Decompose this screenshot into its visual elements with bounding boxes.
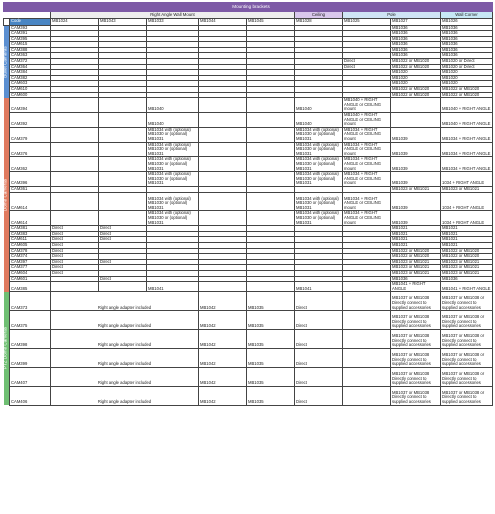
cell-mb1027: MB1022 or MB1020 (391, 59, 441, 65)
cell-mb1026: MB1023 or MB1021 (441, 265, 493, 271)
cell-mb1026: 1034 + RIGHT ANGLE (441, 172, 493, 187)
cell-mb1024: Direct (51, 242, 99, 248)
cell-code: CAM363 (10, 53, 51, 59)
cell-mb1026: MB1020 (441, 70, 493, 76)
cell-mb1025 (343, 330, 391, 349)
cell-mb1025 (343, 292, 391, 311)
header-right-angle-wall-mount: Right Angle Wall Mount (51, 12, 295, 19)
cell-mb1024: Direct (51, 231, 99, 237)
section-label-text: Bullet Cameras (2, 45, 8, 78)
cell-mb1026: MB1037 or MB1038 or Directly connect to supplied accessories (441, 311, 493, 330)
cell-mb1026: MB1037 or MB1038 or Directly connect to supplied accessories (441, 330, 493, 349)
cell-mb1027 (391, 98, 441, 113)
cell-code: CAM610 (10, 87, 51, 93)
cell-mb1024: Direct (51, 265, 99, 271)
cell-mb1044 (199, 142, 247, 157)
header-wall-corner: Wall Corner (441, 12, 493, 19)
cell-mb1025: MB1034 + RIGHT ANGLE or CEILING mount (343, 142, 391, 157)
cell-mb1044: MB1042 (199, 292, 247, 311)
table-title: Mounting brackets (10, 3, 493, 12)
cell-code: CAM364 (10, 64, 51, 70)
cell-mb1026: MB1022 or MB1020 (441, 87, 493, 93)
cell-code: CAM376 (10, 142, 51, 157)
cell-mb1044: MB1042 (199, 386, 247, 405)
cell-mb1026: MB1021 (441, 226, 493, 232)
cell-mb1044 (199, 157, 247, 172)
cell-mb1044 (199, 113, 247, 128)
cell-mb1027: MB1022 or MB1020 (391, 248, 441, 254)
cell-mb1045: MB1035 (247, 292, 295, 311)
cell-mb1024: Direct (51, 259, 99, 265)
cell-code: CAM614 (10, 211, 51, 226)
cell-code: CAM611 (10, 237, 51, 243)
section-label-ptz (4, 292, 10, 405)
section-label-dome (4, 98, 10, 292)
cell-mb1024 (51, 113, 99, 128)
cell-mb1026: MB1041 + RIGHT ANGLE (441, 282, 493, 292)
cell-mb1024 (51, 192, 99, 211)
cell-mb1044 (199, 282, 247, 292)
cell-mb1026: MB1036 (441, 31, 493, 37)
cell-mb1043 (99, 113, 147, 128)
cell-mb1044 (199, 211, 247, 226)
header-col: MB1044 (199, 19, 247, 26)
cell-mb1027: MB1037 or MB1038 Directly connect to supplied accessories (391, 292, 441, 311)
cell-code: CAM388 (10, 47, 51, 53)
cell-mb1033: MB1034 with (optional) MB1030 or (optional) MB1031 (147, 172, 199, 187)
cell-mb1024: Direct (51, 226, 99, 232)
cell-mb1027: MB1020 (391, 81, 441, 87)
table-row (4, 98, 493, 113)
cell-mb1026: MB1036 (441, 53, 493, 59)
cell-mb1027: MB1022 or MB1020 (391, 87, 441, 93)
cell-mb1043: Direct (99, 237, 147, 243)
cell-mb1027: MB1022 or MB1020 (391, 92, 441, 98)
cell-code: CAM374 (10, 254, 51, 260)
cell-mb1024 (51, 172, 99, 187)
table-row (4, 386, 493, 405)
header-pole: Pole (343, 12, 441, 19)
cell-code: CAM396 (10, 172, 51, 187)
header-col: MB1043 (99, 19, 147, 26)
cell-code: CAM600 (10, 92, 51, 98)
cell-mb1044: MB1042 (199, 311, 247, 330)
cell-code: CAM373 (10, 292, 51, 311)
cell-code: CAM385 (10, 282, 51, 292)
cell-mb1027: MB1022 or MB1020 (391, 254, 441, 260)
cell-mb1026: MB1022 or MB1020 (441, 92, 493, 98)
cell-mb1025: Direct (343, 64, 391, 70)
group-header-row (4, 12, 493, 19)
cell-code: CAM397 (10, 259, 51, 265)
cell-mb1025 (343, 311, 391, 330)
header-col: MB1026 (441, 19, 493, 26)
cell-code: CAM381 (10, 226, 51, 232)
cell-mb1028: MB1034 with (optional) MB1030 or (optional) MB1031 (295, 192, 343, 211)
cell-mb1026: MB1034 + RIGHT ANGLE (441, 157, 493, 172)
cell-mb1044 (199, 172, 247, 187)
cell-mb1026: MB1040 + RIGHT ANGLE (441, 98, 493, 113)
cell-mb1027: MB1037 or MB1038 Directly connect to supplied accessories (391, 311, 441, 330)
cell-mb1026: MB1021 (441, 237, 493, 243)
cell-mb1024: Direct (51, 254, 99, 260)
cell-mb1025 (343, 348, 391, 367)
cell-code: CAM398 (10, 330, 51, 349)
cell-mb1026: MB1036 (441, 25, 493, 31)
cell-mb1026: MB1020 (441, 81, 493, 87)
table-row (4, 172, 493, 187)
cell-code: CAM407 (10, 367, 51, 386)
cell-code: CAM614 (10, 192, 51, 211)
cell-mb1043 (99, 157, 147, 172)
cell-right-angle-adapter: Right angle adapter included (51, 330, 199, 349)
cell-mb1043 (99, 172, 147, 187)
cell-code: CAM362 (10, 157, 51, 172)
header-col: MB1027 (391, 19, 441, 26)
cell-mb1028: MB1034 with (optional) MB1030 or (optional) MB1031 (295, 127, 343, 142)
cell-mb1025: MB1040 + RIGHT ANGLE or CEILING mount (343, 98, 391, 113)
cell-mb1026: MB1022 or MB1020 (441, 248, 493, 254)
cell-mb1045: MB1035 (247, 367, 295, 386)
cell-mb1027: MB1021 (391, 242, 441, 248)
cell-code: CAM377 (10, 265, 51, 271)
cell-mb1027: MB1041 + RIGHT ANGLE (391, 282, 441, 292)
table-row (4, 348, 493, 367)
cell-mb1033: MB1040 (147, 113, 199, 128)
cell-mb1027: MB1039 (391, 142, 441, 157)
cell-mb1024 (51, 211, 99, 226)
cell-mb1026: MB1036 (441, 42, 493, 48)
cell-mb1044 (199, 192, 247, 211)
section-label-text: Dome Cameras (2, 178, 8, 211)
cell-mb1027: MB1020 (391, 75, 441, 81)
cell-mb1044: MB1042 (199, 367, 247, 386)
cell-mb1028: Direct (295, 386, 343, 405)
cell-mb1028: MB1034 with (optional) MB1030 or (optional) MB1031 (295, 142, 343, 157)
cell-mb1026: MB1040 + RIGHT ANGLE (441, 113, 493, 128)
cell-mb1043 (99, 282, 147, 292)
cell-code: CAM392 (10, 113, 51, 128)
cell-mb1025: MB1034 + RIGHT ANGLE or CEILING mount (343, 211, 391, 226)
cell-mb1028: MB1034 with (optional) MB1030 or (optional) MB1031 (295, 172, 343, 187)
cell-mb1027: MB1036 (391, 53, 441, 59)
cell-mb1026: MB1021 (441, 242, 493, 248)
cell-right-angle-adapter: Right angle adapter included (51, 348, 199, 367)
table-row (4, 142, 493, 157)
cell-code: CAM383 (10, 231, 51, 237)
cell-mb1028: Direct (295, 330, 343, 349)
cell-mb1028: MB1034 with (optional) MB1030 or (optional) MB1031 (295, 157, 343, 172)
cell-mb1044 (199, 98, 247, 113)
cell-mb1027: MB1039 (391, 192, 441, 211)
cell-mb1027: MB1039 (391, 157, 441, 172)
cell-code: CAM601 (10, 276, 51, 282)
table-row (4, 192, 493, 211)
cell-mb1027: MB1036 (391, 276, 441, 282)
cell-code: CAM393 (10, 25, 51, 31)
cell-mb1033: MB1034 with (optional) MB1030 or (optional) MB1031 (147, 157, 199, 172)
mounting-brackets-table (3, 2, 493, 406)
table-row (4, 157, 493, 172)
cell-mb1024 (51, 142, 99, 157)
cell-mb1026: MB1036 (441, 36, 493, 42)
cell-mb1033: MB1034 with (optional) MB1030 or (optional) MB1031 (147, 127, 199, 142)
cell-mb1025 (343, 282, 391, 292)
cell-mb1026: MB1036 (441, 276, 493, 282)
table-row (4, 211, 493, 226)
cell-mb1043 (99, 211, 147, 226)
cell-mb1033: MB1034 with (optional) MB1030 or (optional) MB1031 (147, 211, 199, 226)
cell-mb1027: MB1023 or MB1021 (391, 265, 441, 271)
cell-mb1044: MB1042 (199, 330, 247, 349)
cell-mb1024: Direct (51, 248, 99, 254)
cell-mb1028: MB1040 (295, 113, 343, 128)
cell-mb1027: MB1023 or MB1021 (391, 186, 441, 192)
cell-code: CAM372 (10, 59, 51, 65)
cell-right-angle-adapter: Right angle adapter included (51, 292, 199, 311)
cell-code: CAM384 (10, 70, 51, 76)
cell-mb1027: MB1039 (391, 172, 441, 187)
section-label-text: PTZ Dome Cameras (2, 327, 8, 370)
cell-code: CAM604 (10, 270, 51, 276)
cell-mb1027: MB1037 or MB1038 Directly connect to supplied accessories (391, 330, 441, 349)
cell-mb1026: MB1020 (441, 75, 493, 81)
table-row (4, 282, 493, 292)
cell-mb1027: MB1039 (391, 211, 441, 226)
cell-mb1045 (247, 127, 295, 142)
cell-mb1028: Direct (295, 311, 343, 330)
cell-right-angle-adapter: Right angle adapter included (51, 311, 199, 330)
cell-mb1043: Direct (99, 276, 147, 282)
cell-mb1024: Direct (51, 237, 99, 243)
table-row (4, 113, 493, 128)
table-row (4, 292, 493, 311)
cell-mb1045 (247, 192, 295, 211)
cell-mb1025: MB1034 + RIGHT ANGLE or CEILING mount (343, 172, 391, 187)
cell-code: CAM375 (10, 311, 51, 330)
cell-mb1026: MB1023 or MB1021 (441, 259, 493, 265)
cell-code: CAM391 (10, 31, 51, 37)
cell-mb1025: Direct (343, 59, 391, 65)
cell-mb1027: MB1037 or MB1038 Directly connect to supplied accessories (391, 367, 441, 386)
cell-mb1027: MB1036 (391, 36, 441, 42)
table-row (4, 127, 493, 142)
cell-mb1028: MB1040 (295, 98, 343, 113)
cell-mb1028: MB1041 (295, 282, 343, 292)
cell-mb1045 (247, 142, 295, 157)
cell-mb1045: MB1035 (247, 348, 295, 367)
cell-code: CAM399 (10, 348, 51, 367)
cell-mb1024 (51, 98, 99, 113)
cell-mb1026: MB1034 + RIGHT ANGLE (441, 142, 493, 157)
cell-mb1043: Direct (99, 226, 147, 232)
cell-mb1025 (343, 367, 391, 386)
header-col: MB1024 (51, 19, 99, 26)
cell-mb1027: MB1020 (391, 70, 441, 76)
cell-mb1045 (247, 211, 295, 226)
section-label-bullet (4, 25, 10, 98)
header-col: MB1033 (147, 19, 199, 26)
cell-code: CAM378 (10, 248, 51, 254)
header-code: Code (10, 19, 51, 26)
cell-mb1025 (343, 386, 391, 405)
cell-mb1045: MB1035 (247, 386, 295, 405)
cell-mb1026: MB1021 (441, 231, 493, 237)
cell-mb1026: MB1037 or MB1038 or Directly connect to supplied accessories (441, 386, 493, 405)
cell-mb1043: Direct (99, 259, 147, 265)
cell-mb1028: Direct (295, 292, 343, 311)
header-ceiling: Ceiling (295, 12, 343, 19)
cell-mb1027: MB1036 (391, 31, 441, 37)
cell-code: CAM615 (10, 42, 51, 48)
mounting-brackets-table-container (3, 2, 492, 406)
header-col: MB1025 (343, 19, 391, 26)
cell-mb1027 (391, 113, 441, 128)
cell-mb1033: MB1041 (147, 282, 199, 292)
cell-code: CAM382 (10, 75, 51, 81)
cell-mb1028: Direct (295, 367, 343, 386)
cell-mb1045 (247, 172, 295, 187)
table-row (4, 330, 493, 349)
cell-mb1044 (199, 127, 247, 142)
cell-mb1045: MB1035 (247, 330, 295, 349)
cell-mb1045 (247, 157, 295, 172)
cell-code: CAM406 (10, 386, 51, 405)
cell-code: CAM379 (10, 127, 51, 142)
cell-mb1027: MB1021 (391, 231, 441, 237)
cell-mb1033: MB1034 with (optional) MB1030 or (optional) MB1031 (147, 192, 199, 211)
cell-mb1025: MB1034 + RIGHT ANGLE or CEILING mount (343, 127, 391, 142)
header-col: MB1045 (247, 19, 295, 26)
cell-mb1045 (247, 282, 295, 292)
cell-mb1043 (99, 192, 147, 211)
cell-mb1026: MB1023 or MB1021 (441, 270, 493, 276)
cell-code: CAM605 (10, 242, 51, 248)
cell-right-angle-adapter: Right angle adapter included (51, 386, 199, 405)
cell-mb1027: MB1021 (391, 226, 441, 232)
cell-mb1044: MB1042 (199, 348, 247, 367)
cell-mb1024 (51, 127, 99, 142)
cell-code: CAM603 (10, 81, 51, 87)
cell-mb1026: MB1020 or Direct (441, 64, 493, 70)
cell-mb1045: MB1035 (247, 311, 295, 330)
title-row (4, 3, 493, 12)
cell-mb1024 (51, 282, 99, 292)
cell-code: CAM394 (10, 98, 51, 113)
cell-mb1043 (99, 142, 147, 157)
table-row (4, 367, 493, 386)
cell-mb1043 (99, 98, 147, 113)
cell-mb1027: MB1021 (391, 237, 441, 243)
cell-mb1027: MB1037 or MB1038 Directly connect to supplied accessories (391, 348, 441, 367)
cell-mb1033: MB1040 (147, 98, 199, 113)
cell-mb1043: Direct (99, 231, 147, 237)
cell-mb1043 (99, 127, 147, 142)
cell-code: CAM395 (10, 36, 51, 42)
cell-mb1026: 1034 + RIGHT ANGLE (441, 192, 493, 211)
cell-mb1027: MB1036 (391, 42, 441, 48)
cell-mb1026: MB1037 or MB1038 or Directly connect to supplied accessories (441, 292, 493, 311)
cell-code: CAM361 (10, 186, 51, 192)
cell-mb1025: MB1040 + RIGHT ANGLE or CEILING mount (343, 113, 391, 128)
cell-mb1027: MB1022 or MB1020 (391, 64, 441, 70)
cell-mb1026: MB1036 (441, 47, 493, 53)
cell-mb1026: MB1020 or Direct (441, 59, 493, 65)
cell-mb1025: MB1034 + RIGHT ANGLE or CEILING mount (343, 192, 391, 211)
table-row (4, 311, 493, 330)
cell-mb1028: Direct (295, 348, 343, 367)
cell-mb1027: MB1023 or MB1021 (391, 259, 441, 265)
cell-mb1027: MB1036 (391, 47, 441, 53)
cell-mb1027: MB1039 (391, 127, 441, 142)
cell-mb1024: Direct (51, 270, 99, 276)
cell-mb1045 (247, 113, 295, 128)
header-col: MB1028 (295, 19, 343, 26)
cell-mb1026: MB1037 or MB1038 or Directly connect to supplied accessories (441, 348, 493, 367)
cell-mb1024 (51, 157, 99, 172)
cell-mb1026: MB1034 + RIGHT ANGLE (441, 127, 493, 142)
cell-mb1045 (247, 98, 295, 113)
cell-mb1026: 1034 + RIGHT ANGLE (441, 211, 493, 226)
cell-mb1026: MB1023 or MB1021 (441, 186, 493, 192)
cell-mb1025: MB1034 + RIGHT ANGLE or CEILING mount (343, 157, 391, 172)
cell-mb1026: MB1037 or MB1038 or Directly connect to supplied accessories (441, 367, 493, 386)
cell-mb1033: MB1034 with (optional) MB1030 or (optional) MB1031 (147, 142, 199, 157)
cell-right-angle-adapter: Right angle adapter included (51, 367, 199, 386)
cell-mb1028: MB1034 with (optional) MB1030 or (optional) MB1031 (295, 211, 343, 226)
cell-mb1027: MB1037 or MB1038 Directly connect to supplied accessories (391, 386, 441, 405)
cell-mb1027: MB1023 or MB1021 (391, 270, 441, 276)
cell-mb1027: MB1036 (391, 25, 441, 31)
cell-mb1026: MB1022 or MB1020 (441, 254, 493, 260)
